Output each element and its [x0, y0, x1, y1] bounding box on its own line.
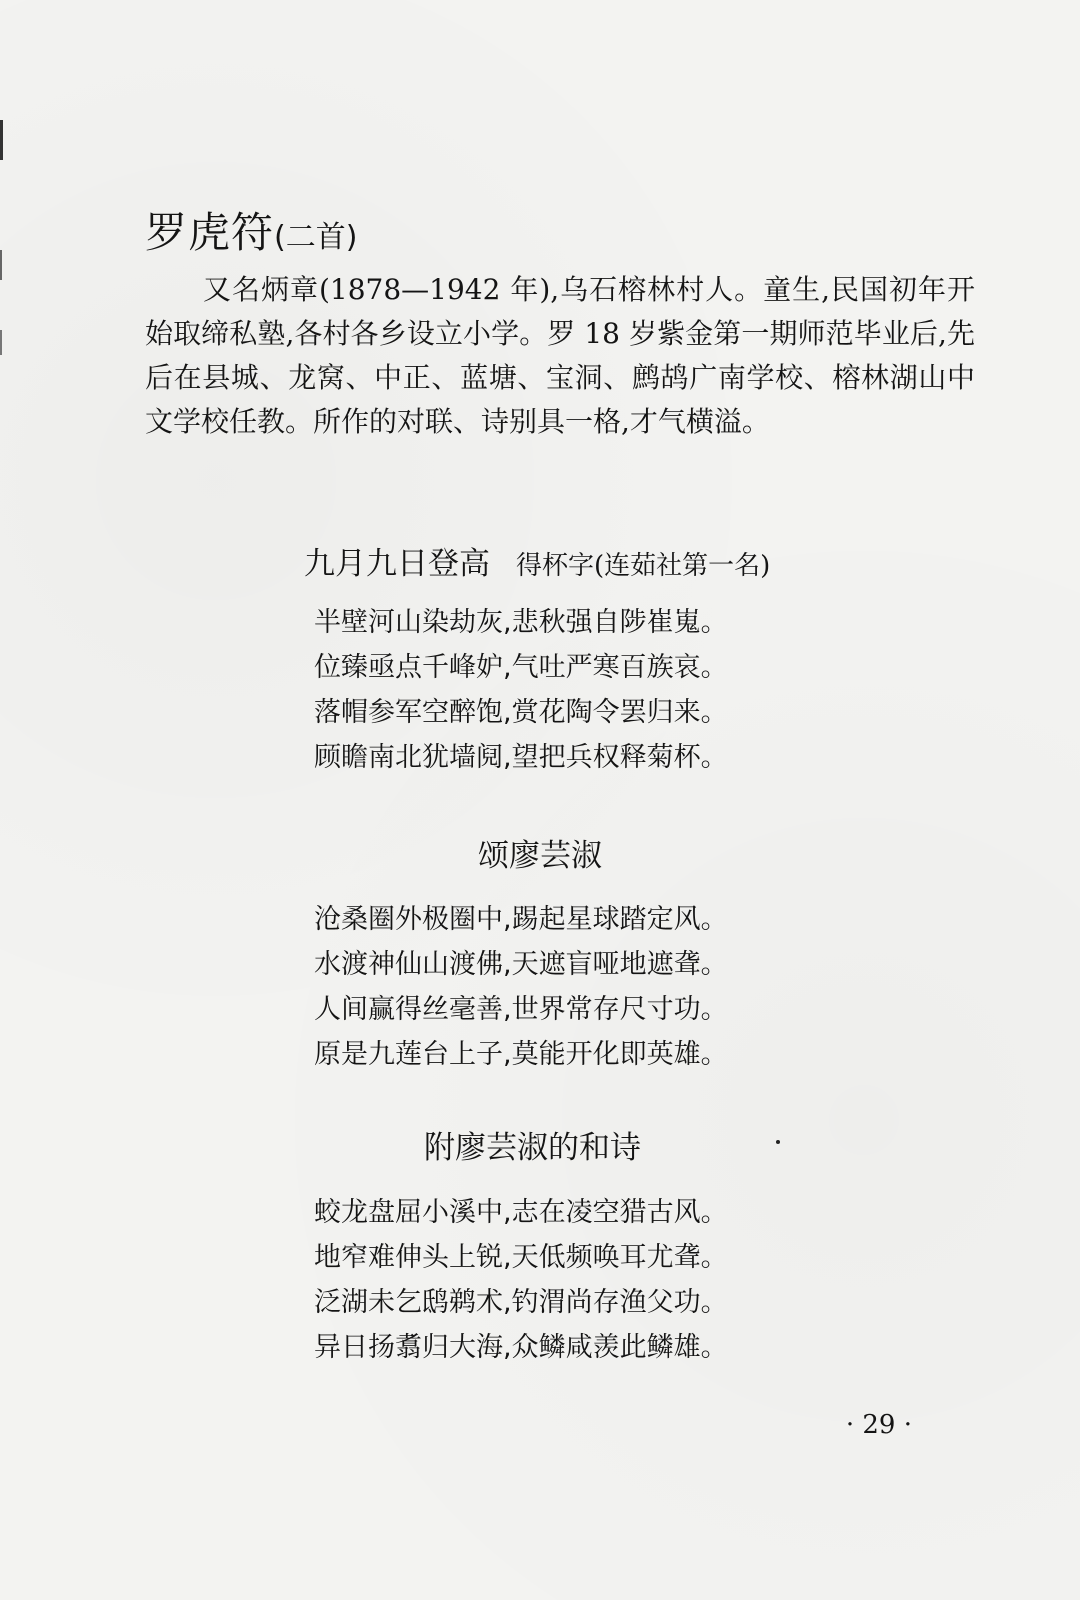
- scan-edge-mark: [0, 120, 3, 160]
- poem-line: 落帽参军空醉饱,赏花陶令罢归来。: [314, 697, 728, 728]
- poem-1-body: [314, 600, 728, 780]
- poem-2-body: [314, 897, 728, 1077]
- poem-title-3-text: 附廖芸淑的和诗: [424, 1130, 641, 1166]
- author-biography: 又名炳章(1878—1942 年),乌石榕林村人。童生,民国初年开始取缔私塾,各村各乡设立小学。罗 18 岁紫金第一期师范毕业后,先后在县城、龙窝、中正、蓝塘、宝洞、鹧鸪广南学校、榕林湖山中文学校任教。所作的对联、诗别具一格,才气横溢。: [145, 273, 975, 438]
- poem-line: 异日扬翥归大海,众鳞咸羡此鳞雄。: [314, 1332, 728, 1363]
- poem-line: 水渡神仙山渡佛,天遮盲哑地遮聋。: [314, 949, 728, 980]
- poem-title-1-text: 九月九日登高: [304, 546, 490, 582]
- author-heading: [145, 200, 357, 260]
- poem-line: 蛟龙盘屈小溪中,志在凌空猎古风。: [314, 1197, 728, 1228]
- author-name: 罗虎符: [145, 208, 275, 257]
- poem-line: 泛湖未乞鸱鹈术,钓渭尚存渔父功。: [314, 1287, 728, 1318]
- poem-title-3: [424, 1122, 641, 1167]
- poem-title-2: [478, 830, 602, 875]
- poem-line: 沧桑圈外极圈中,踢起星球踏定风。: [314, 904, 728, 935]
- poem-title-1: [304, 538, 770, 583]
- page-number: · 29 ·: [845, 1410, 912, 1440]
- poem-line: 半壁河山染劫灰,悲秋强自陟崔嵬。: [314, 607, 728, 638]
- poem-count: (二首): [274, 220, 358, 255]
- poem-line: 顾瞻南北犹墙阋,望把兵权释菊杯。: [314, 742, 728, 773]
- scan-edge-mark: [0, 330, 2, 355]
- poem-line: 位臻亟点千峰妒,气吐严寒百族哀。: [314, 652, 728, 683]
- poem-line: 人间赢得丝毫善,世界常存尺寸功。: [314, 994, 728, 1025]
- scan-edge-mark: [0, 250, 2, 280]
- poem-title-1-subtitle: 得杯字(连茹社第一名): [516, 551, 771, 581]
- poem-title-2-text: 颂廖芸淑: [478, 838, 602, 874]
- poem-line: 原是九莲台上子,莫能开化即英雄。: [314, 1039, 728, 1070]
- stray-dot: [776, 1140, 780, 1144]
- poem-line: 地窄难伸头上锐,天低频唤耳尤聋。: [314, 1242, 728, 1273]
- poem-3-body: [314, 1190, 728, 1370]
